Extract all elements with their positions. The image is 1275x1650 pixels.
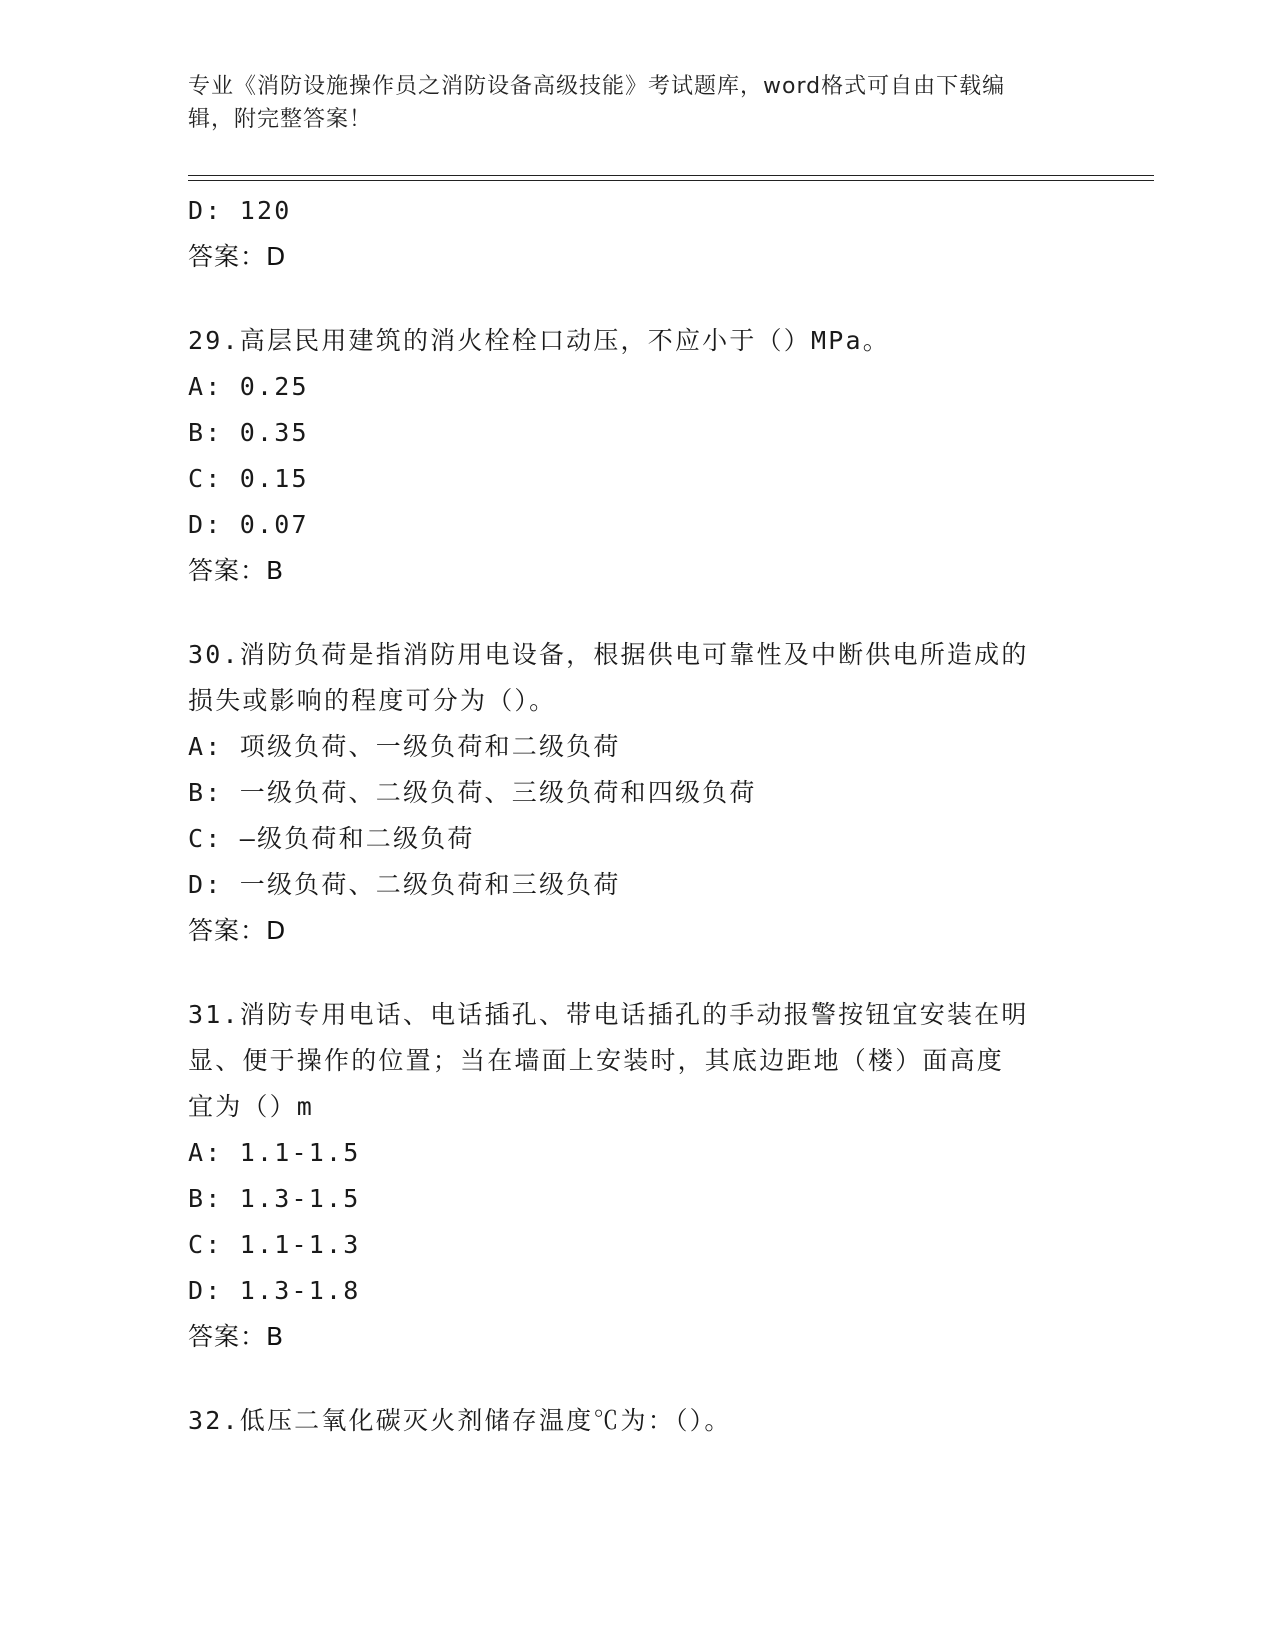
question-29	[188, 318, 1078, 594]
answer: 答案：D	[188, 916, 287, 945]
option-d: D: 一级负荷、二级负荷和三级负荷	[188, 870, 621, 899]
question-stem-line-2: 损失或影响的程度可分为（）。	[188, 686, 557, 715]
option-d: D: 0.07	[188, 510, 309, 539]
question-list	[188, 188, 1078, 1444]
spacer	[188, 954, 1078, 992]
option-b: B: 0.35	[188, 418, 309, 447]
option-c: C: —级负荷和二级负荷	[188, 824, 475, 853]
question-stem-line-1: 30.消防负荷是指消防用电设备，根据供电可靠性及中断供电所造成的	[188, 640, 1029, 669]
header-divider-bottom	[188, 180, 1154, 181]
question-31	[188, 992, 1078, 1360]
spacer	[188, 280, 1078, 318]
document-header	[188, 70, 1068, 136]
option-a: A: 1.1-1.5	[188, 1138, 361, 1167]
option-b: B: 1.3-1.5	[188, 1184, 361, 1213]
spacer	[188, 594, 1078, 632]
answer: 答案：B	[188, 556, 285, 585]
option-c: C: 0.15	[188, 464, 309, 493]
option-b: B: 一级负荷、二级负荷、三级负荷和四级负荷	[188, 778, 757, 807]
question-30	[188, 632, 1078, 954]
header-line-1: 专业《消防设施操作员之消防设备高级技能》考试题库，word格式可自由下载编	[188, 74, 1006, 99]
question-stem-line-1: 31.消防专用电话、电话插孔、带电话插孔的手动报警按钮宜安装在明	[188, 1000, 1029, 1029]
question-stem: 29.高层民用建筑的消火栓栓口动压，不应小于（）MPa。	[188, 326, 890, 355]
question-stem-line-2: 显、便于操作的位置；当在墙面上安装时，其底边距地（楼）面高度	[188, 1046, 1005, 1075]
header-line-2: 辑，附完整答案！	[188, 107, 373, 132]
answer: 答案：B	[188, 1322, 285, 1351]
header-divider-top	[188, 175, 1154, 176]
option-c: C: 1.1-1.3	[188, 1230, 361, 1259]
question-32	[188, 1398, 1078, 1444]
question-stem: 32.低压二氧化碳灭火剂储存温度℃为：（）。	[188, 1406, 732, 1435]
option-a: A: 项级负荷、一级负荷和二级负荷	[188, 732, 621, 761]
previous-question-tail	[188, 188, 1078, 280]
option-a: A: 0.25	[188, 372, 309, 401]
option-d: D: 1.3-1.8	[188, 1276, 361, 1305]
spacer	[188, 1360, 1078, 1398]
option-d: D: 120	[188, 196, 292, 225]
answer: 答案：D	[188, 242, 287, 271]
question-stem-line-3: 宜为（）m	[188, 1092, 315, 1121]
